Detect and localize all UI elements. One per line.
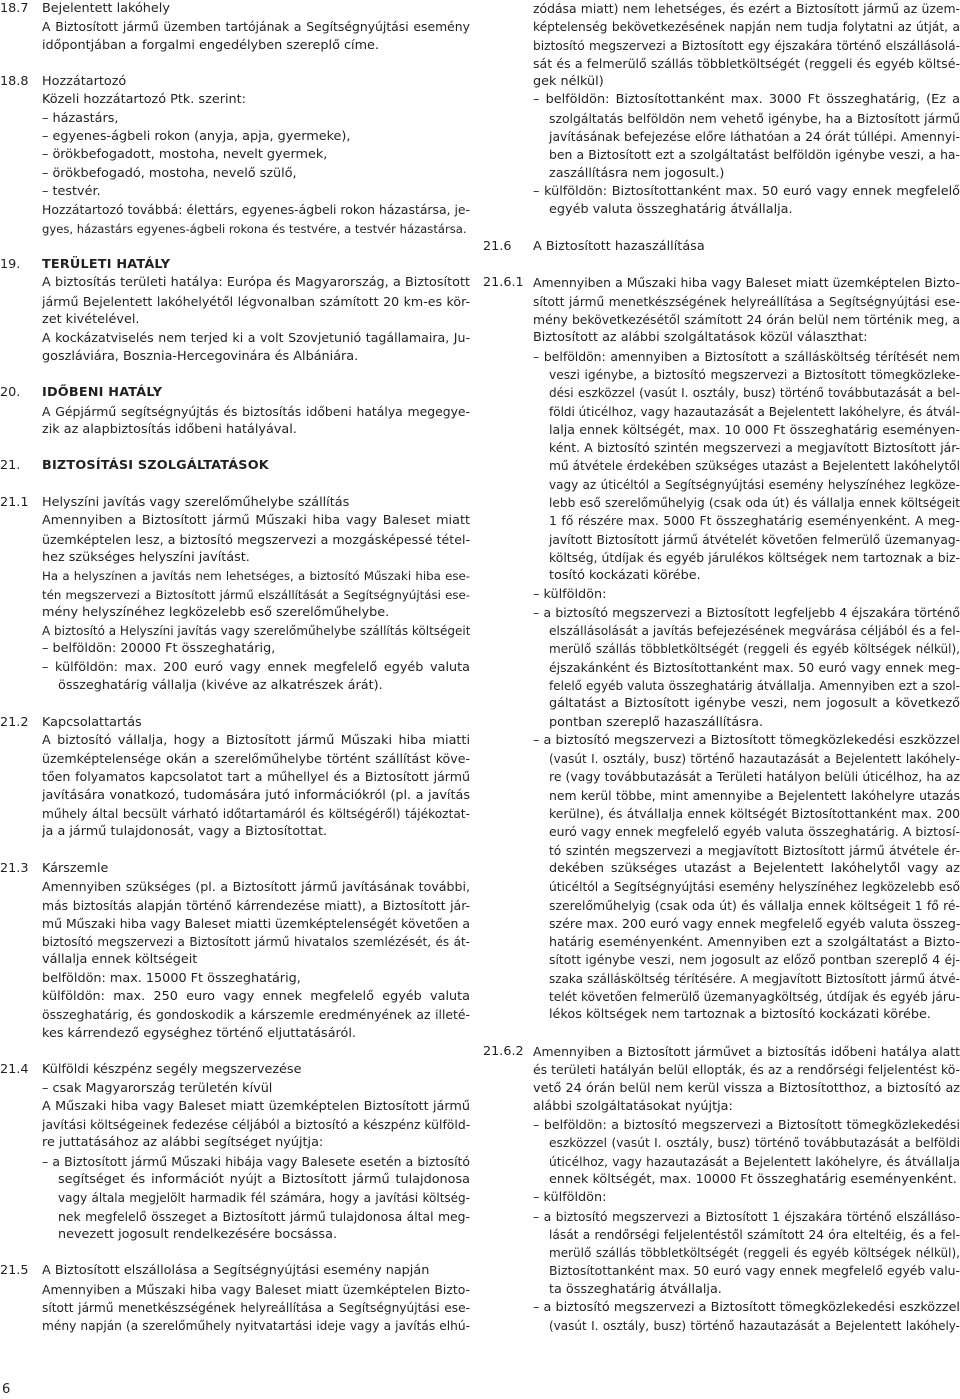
text-line: sát és a felmerülő szállás többletköltségét (reggeli és egyéb költsé-	[533, 55, 960, 71]
paragraph-gap	[0, 1244, 470, 1262]
text-line: gek nélkül)	[533, 74, 604, 90]
text-line: mény helyszínéhez legközelebb eső szerelőműhelybe.	[42, 604, 390, 620]
text-line: Amennyiben a Műszaki hiba vagy Baleset miatt üzemképtelen Bizto-	[533, 275, 960, 291]
text-line: – örökbefogadott, mostoha, nevelt gyermek,	[42, 147, 328, 163]
section-body	[533, 238, 960, 256]
paragraph-gap	[0, 1043, 470, 1061]
text-line: vállalja ennek költségeit	[42, 952, 198, 968]
section-heading: BIZTOSÍTÁSI SZOLGÁLTATÁSOK	[42, 458, 269, 474]
section-body	[42, 494, 470, 695]
text-line: A biztosítás területi hatálya: Európa és Magyarország, a Biztosított	[42, 275, 470, 291]
text-line: lékos költségek nem tartoznak a biztosító kockázati körébe.	[549, 1007, 931, 1023]
section-body	[533, 0, 960, 220]
section	[483, 1043, 960, 1336]
text-line: Amennyiben a Biztosított jármű Műszaki hiba vagy Baleset miatt	[42, 513, 470, 529]
text-line: szére max. 200 euró vagy ennek megfelelő egyéb valuta összeg-	[549, 915, 960, 931]
text-line: merülő szállás többletköltségét (reggeli és egyéb költségek nélkül),	[549, 642, 960, 657]
paragraph-gap	[0, 439, 470, 457]
section-body	[42, 1061, 470, 1244]
text-line: költség, útdíjak és egyéb járulékos költségek nem tartoznak a biz-	[549, 549, 960, 565]
paragraph-gap	[483, 220, 960, 238]
paragraph-gap	[0, 695, 470, 713]
section-number: 20.	[0, 385, 21, 401]
section	[0, 457, 470, 475]
text-line: biztosító megszervezi a Biztosított egy éjszakára történő elszállásolá-	[533, 38, 960, 53]
text-line: – külföldön:	[533, 586, 607, 602]
section-body	[42, 256, 470, 366]
text-line: veszi igénybe, a biztosító megszervezi a Biztosított tömegközleke-	[549, 367, 960, 382]
text-line: mű átvétele érdekében szükséges utazást a Bejelentett lakóhelytől	[549, 459, 960, 474]
section	[0, 714, 470, 842]
text-line: Hozzátartozó továbbá: élettárs, egyenes-ágbeli rokon házastársa, je-	[42, 202, 470, 218]
text-line: A kockázatviselés nem terjed ki a volt Szovjetunió tagállamaira, Ju-	[42, 330, 470, 346]
text-line: műhely által becsült várható időtartamáról és költségéről) tájékoztat-	[42, 807, 470, 822]
text-line: tén megszervezi a Biztosított jármű elszállítását a Segítségnyújtási ese-	[42, 587, 470, 602]
text-line: összeghatárig, és gondoskodik a kárszemle eredményének az illeté-	[42, 1007, 470, 1023]
text-line: Amennyiben szükséges (pl. a Biztosított jármű javításának további,	[42, 879, 470, 895]
text-line: – a biztosító megszervezi a Biztosított 1 éjszakára történő elszálláso-	[533, 1209, 960, 1224]
text-line: vagy az úticéltól a Segítségnyújtási esemény helyszínéhez legköze-	[549, 477, 960, 492]
section-body	[42, 860, 470, 1043]
text-line: belföldön: max. 15000 Ft összeghatárig,	[42, 970, 301, 986]
text-line: zódása miatt) nem lehetséges, és ezért a Biztosított jármű az üzem-	[533, 1, 960, 16]
text-line: nevezett jogosult rendelkezésére bocsássa.	[58, 1226, 338, 1242]
text-line: lebb eső szerelőműhelyig (csak oda út) és vállalja ennek költségeit	[549, 496, 960, 511]
text-line: felelő egyéb valuta összeghatárig átvállalja. Amennyiben ezt a szol-	[549, 678, 960, 693]
text-line: A Biztosított hazaszállítása	[533, 238, 705, 254]
text-line: ben a Biztosított ezt a szolgáltatást belföldön igénybe veszi, a ha-	[549, 147, 960, 163]
section-number: 21.4	[0, 1062, 29, 1078]
text-line: zaszállításra nem jogosult.)	[549, 165, 725, 181]
text-line: A biztosító vállalja, hogy a Biztosított jármű Műszaki hiba miatti	[42, 732, 470, 748]
text-line: nek megfelelő összeget a Biztosított jármű tulajdonosa által meg-	[58, 1208, 470, 1224]
text-line: lását a rendőrségi feljelentéstől számított 24 óra elteltéig, és a fel-	[549, 1227, 960, 1242]
text-line: ennek költségét, max. 10000 Ft összeghatárig eseményenként.	[549, 1172, 957, 1187]
text-line: éjszakánként és Biztosítottanként max. 50 euró vagy ennek meg-	[549, 659, 960, 675]
text-line: vagy általa megjelölt harmadik fél számára, hogy a javítási költség-	[58, 1191, 470, 1206]
text-line: dési eszközzel (vasút I. osztály, busz) történő továbbutazását a bel-	[549, 386, 960, 401]
text-line: goszláviára, Bosznia-Hercegovinára és Albániára.	[42, 348, 359, 364]
section-body	[42, 457, 470, 475]
section-body	[533, 274, 960, 1024]
text-line: – külföldön: max. 200 euró vagy ennek megfelelő egyéb valuta	[42, 659, 470, 675]
text-line: – örökbefogadó, mostoha, nevelő szülő,	[42, 165, 297, 181]
section-number: 21.3	[0, 860, 29, 876]
section	[0, 1061, 470, 1244]
text-line: A Műszaki hiba vagy Baleset miatt üzemképtelen Biztosított jármű	[42, 1098, 470, 1114]
text-line: zet kivételével.	[42, 312, 140, 328]
text-line: üzemképtelensége okán a szerelőműhelybe történt szállítást köve-	[42, 751, 470, 767]
text-line: 1 fő részére max. 5000 Ft összeghatárig eseményenként. A meg-	[549, 513, 960, 529]
text-line: tosító kockázati körébe.	[549, 568, 701, 584]
text-line: sított jármű menetkészségének helyreállítása a Segítségnyújtási ese-	[533, 294, 960, 309]
section	[483, 0, 960, 220]
text-line: Bejelentett lakóhely	[42, 1, 170, 16]
text-line: jármű Bejelentett lakóhelyétől légvonalban számított 20 km-es kör-	[42, 293, 470, 309]
text-line: – házastárs,	[42, 110, 119, 126]
text-line: vető 24 órán belül nem kerül vissza a Biztosítotthoz, a biztosító az	[533, 1080, 960, 1096]
text-line: A Biztosított jármű üzemben tartójának a Segítségnyújtási esemény	[42, 19, 470, 35]
right-column	[483, 0, 960, 1336]
text-line: határig eseményenként. Amennyiben ezt a szolgáltatást a Bizto-	[549, 934, 960, 950]
text-line: javítására vonatkozó, tudomására jutó információkról (pl. a javítás	[42, 787, 470, 803]
text-line: re juttatásához az alábbi segítséget nyújtja:	[42, 1135, 324, 1151]
left-column	[0, 0, 470, 1336]
text-line: biztosító megszervezi a Biztosított jármű hivatalos szemlézését, és át-	[42, 935, 470, 950]
text-line: összeghatárig vállalja (kivéve az alkatrészek árát).	[58, 677, 383, 693]
section	[0, 860, 470, 1043]
text-line: Ha a helyszínen a javítás nem lehetséges, a biztosító Műszaki hiba ese-	[42, 569, 470, 584]
text-line: kes kárrendező egységhez történő eljuttatásáról.	[42, 1025, 356, 1041]
text-line: segítséget és információt nyújt a Biztosított jármű tulajdonosa	[58, 1172, 470, 1187]
text-line: kerülne), és átvállalja ennek költségét Biztosítottanként max. 200	[549, 806, 960, 822]
paragraph-gap	[483, 256, 960, 274]
text-line: (vasút I. osztály, busz) történő hazautazását a Bejelentett lakóhely-	[549, 1319, 960, 1334]
paragraph-gap	[0, 238, 470, 256]
text-line: szaka szállásköltség térítésére. A megjavított Biztosított jármű átvé-	[549, 971, 960, 986]
section-body	[42, 714, 470, 842]
text-line: Biztosított az alábbi szolgáltatások közül választhat:	[533, 330, 868, 346]
text-line: – külföldön: Biztosítottanként max. 50 euró vagy ennek megfelelő	[533, 183, 960, 199]
text-line: eszközzel (vasút I. osztály, busz) történő továbbutazását a belföldi	[549, 1136, 960, 1151]
section-number: 21.6.1	[483, 275, 524, 291]
text-line: – belföldön: amennyiben a Biztosított a szállásköltség térítését nem	[533, 348, 960, 364]
section	[0, 73, 470, 238]
text-line: képtelenség bekövetkezésének napján nem tudja folytatni az útját, a	[533, 20, 960, 35]
paragraph-gap	[0, 55, 470, 73]
text-line: lalja ennek költségét, max. 10 000 Ft összeghatárig eseményen-	[549, 421, 960, 437]
text-line: úticéltól a Segítségnyújtási esemény helyszínéhez legközelebb eső	[549, 880, 960, 895]
text-line: gyes, házastárs egyenes-ágbeli rokona és testvére, a testvér házastársa.	[42, 221, 467, 236]
text-line: – testvér.	[42, 183, 101, 199]
paragraph-gap	[0, 476, 470, 494]
text-line: szolgáltatás belföldön nem vehető igénybe, ha a Biztosított jármű	[549, 110, 960, 126]
text-line: elszállásolását a javítás befejezésének megvárása céljából és a fel-	[549, 624, 960, 639]
text-line: – belföldön: 20000 Ft összeghatárig,	[42, 641, 276, 657]
paragraph-gap	[0, 366, 470, 384]
text-line: időpontjában a forgalmi engedélyben szereplő címe.	[42, 37, 379, 53]
text-line: egyéb valuta összeghatárig átvállalja.	[549, 202, 793, 218]
section-number: 18.8	[0, 74, 29, 90]
text-line: javításának befejezése előre láthatóan a 24 órát túllépi. Amennyi-	[549, 129, 960, 145]
text-line: szerelőműhelyig (csak oda út) és vállalja ennek költségeit 1 fő ré-	[549, 897, 960, 913]
page-number: 6	[2, 1382, 11, 1397]
text-line: sított igénybe veszi, nem jogosult az előző pontban szereplő 4 éj-	[549, 952, 960, 968]
text-line: – belföldön: a biztosító megszervezi a Biztosított tömegközlekedési	[533, 1117, 960, 1133]
paragraph-gap	[483, 1025, 960, 1043]
section-heading: TERÜLETI HATÁLY	[42, 257, 171, 273]
section-body	[42, 1262, 470, 1335]
section-number: 21.6	[483, 238, 512, 254]
section-number: 21.	[0, 458, 21, 474]
text-line: Kapcsolattartás	[42, 714, 142, 730]
section-number: 18.7	[0, 1, 29, 16]
text-line: A biztosító a Helyszíni javítás vagy szerelőműhelybe szállítás költségeit	[42, 624, 470, 639]
text-line: Külföldi készpénz segély megszervezése	[42, 1062, 302, 1078]
text-line: külföldön: max. 250 euro vagy ennek megfelelő egyéb valuta	[42, 989, 470, 1005]
text-line: A Gépjármű segítségnyújtás és biztosítás időbeni hatálya megegye-	[42, 403, 470, 419]
text-line: Helyszíni javítás vagy szerelőműhelybe szállítás	[42, 495, 350, 511]
text-line: A Biztosított elszállolása a Segítségnyújtási esemény napján	[42, 1263, 430, 1279]
text-line: tően folyamatos kapcsolatot tart a műhellyel és a Biztosított jármű	[42, 769, 470, 785]
section	[0, 384, 470, 439]
text-line: más biztosítás alapján történő kárrendezése miatt), a Biztosított jár-	[42, 897, 470, 913]
text-line: Hozzátartozó	[42, 74, 127, 90]
section	[483, 274, 960, 1024]
text-line: – a biztosító megszervezi a Biztosított legfeljebb 4 éjszakára történő	[533, 604, 960, 620]
text-line: – belföldön: Biztosítottanként max. 3000 Ft összeghatárig, (Ez a	[533, 92, 960, 108]
text-line: – csak Magyarország területén kívül	[42, 1080, 273, 1096]
text-line: Amennyiben a Biztosított járművet a biztosítás időbeni hatálya alatt	[533, 1043, 960, 1059]
text-line: – a biztosító megszervezi a Biztosított tömegközlekedési eszközzel	[533, 732, 960, 748]
section-heading: IDŐBENI HATÁLY	[42, 385, 163, 401]
section-number: 21.5	[0, 1263, 29, 1279]
text-line: mény napján (a szerelőműhely nyitvatartási ideje vagy a javítás elhú-	[42, 1319, 470, 1334]
text-line: ként. A biztosító szintén megszervezi a megjavított Biztosított jár-	[549, 440, 960, 456]
text-line: alábbi szolgáltatásokat nyújtja:	[533, 1098, 733, 1114]
section	[0, 0, 470, 55]
text-line: Kárszemle	[42, 860, 109, 876]
text-line: sított jármű menetkészségének helyreállítása a Segítségnyújtási ese-	[42, 1301, 470, 1316]
text-line: földi úticélhoz, vagy hazautazását a Bejelentett lakóhelyre, és átvál-	[549, 404, 960, 419]
section-number: 19.	[0, 257, 21, 273]
text-line: dekében szükséges utazást a Bejelentett lakóhelytől vagy az	[549, 860, 960, 876]
section-body	[533, 1043, 960, 1336]
text-line: Biztosítottanként max. 50 euró vagy ennek megfelelő egyéb valu-	[549, 1263, 960, 1279]
section	[0, 494, 470, 695]
text-line: hez szükséges helyszíni javítást.	[42, 549, 250, 565]
text-line: (vasút I. osztály, busz) történő hazautazását a Bejelentett lakóhely-	[549, 752, 960, 767]
section-number: 21.2	[0, 714, 29, 730]
text-line: – a biztosító megszervezi a Biztosított tömegközlekedési eszközzel	[533, 1300, 960, 1316]
text-line: javított Biztosított jármű átvételét követően felmerülő üzemanyag-	[549, 532, 960, 547]
text-line: Amennyiben a Műszaki hiba vagy Baleset miatt üzemképtelen Bizto-	[42, 1281, 470, 1297]
text-line: mű Műszaki hiba vagy Baleset miatti üzemképtelenségét követően a	[42, 915, 470, 931]
section-number: 21.1	[0, 495, 29, 511]
section-body	[42, 384, 470, 439]
text-line: – külföldön:	[533, 1190, 607, 1206]
section	[0, 1262, 470, 1335]
text-line: merülő szállás többletköltségét (reggeli és egyéb költségek nélkül),	[549, 1246, 960, 1261]
text-line: ja a jármű tulajdonosát, vagy a Biztosítottat.	[42, 824, 328, 840]
section	[483, 238, 960, 256]
section-body	[42, 0, 470, 55]
text-line: pontban szereplő hazaszállításra.	[549, 714, 764, 730]
text-line: mény bekövetkezésétől számított 24 órán belül nem történik meg, a	[533, 312, 960, 328]
paragraph-gap	[0, 842, 470, 860]
text-line: ta összeghatárig átvállalja.	[549, 1281, 722, 1297]
text-line: úticélhoz, vagy hazautazását a Bejelentett lakóhelyre, és átvállalja	[549, 1154, 960, 1169]
text-line: euró vagy ennek megfelelő egyéb valuta összeghatárig. A biztosí-	[549, 824, 960, 840]
text-line: nem kerül többe, mint amennyibe a Bejelentett lakóhelyre utazás	[549, 787, 960, 803]
section-body	[42, 73, 470, 238]
text-line: üzemképtelen lesz, a biztosító megszervezi a mozgásképessé tétel-	[42, 531, 470, 547]
text-line: zik az alapbiztosítás időbeni hatályával.	[42, 421, 297, 437]
text-line: gáltatást a Biztosított igénybe veszi, nem jogosult a következő	[549, 696, 960, 712]
text-line: javítási költségeinek fedezése céljából a biztosító a készpénz külföld-	[42, 1117, 470, 1133]
text-line: tó szintén megszervezi a megjavított Biztosított jármű átvétele ér-	[549, 843, 960, 858]
text-line: – a Biztosított jármű Műszaki hibája vagy Balesete esetén a biztosító	[42, 1153, 470, 1169]
text-line: – egyenes-ágbeli rokon (anyja, apja, gyermeke),	[42, 129, 351, 145]
text-line: és területi hatályán belül ellopták, és az a rendőrségi feljelentést kö-	[533, 1062, 960, 1078]
section-number: 21.6.2	[483, 1043, 524, 1059]
text-line: re (vagy továbbutazását a Területi hatályon belüli úticélhoz, ha az	[549, 769, 960, 785]
text-line: telét követően felmerülő üzemanyagköltség, útdíjak és egyéb járu-	[549, 990, 960, 1005]
section	[0, 256, 470, 366]
text-line: Közeli hozzátartozó Ptk. szerint:	[42, 92, 246, 108]
